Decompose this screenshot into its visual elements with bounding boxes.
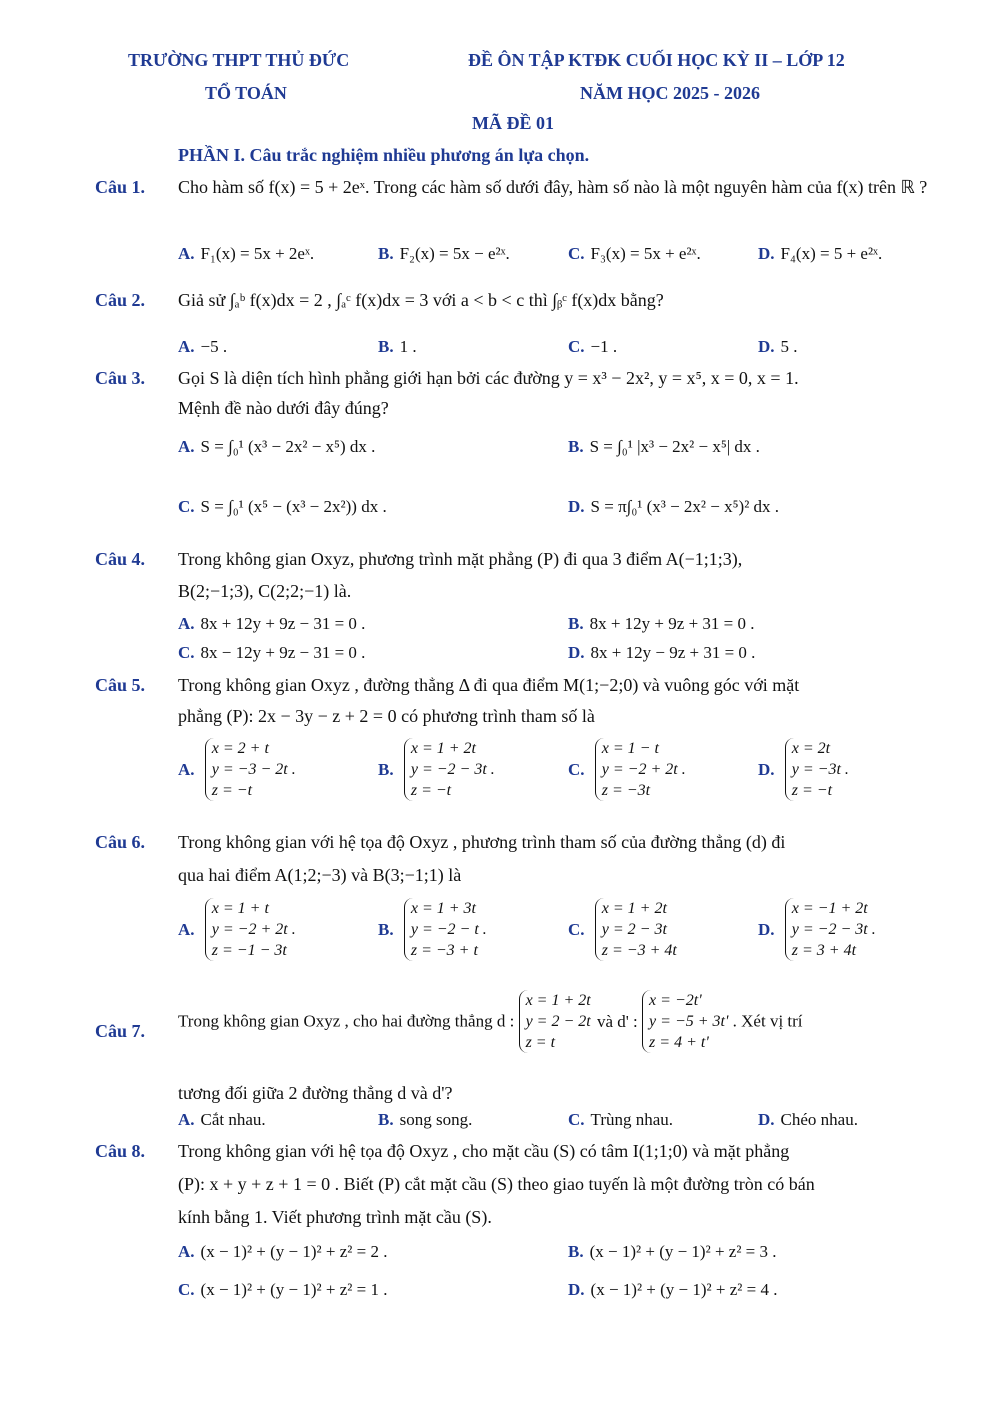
option-content: 8x + 12y + 9z − 31 = 0 . <box>200 614 366 633</box>
option-content: S = ∫₀¹ |x³ − 2x² − x⁵| dx . <box>589 437 760 456</box>
option-content: F₂(x) = 5x − e²ˣ. <box>399 244 510 263</box>
option-label: A. <box>178 614 195 633</box>
equation-line: z = −1 − 3t <box>211 942 287 959</box>
option-label: A. <box>178 1242 195 1261</box>
question-text: Gọi S là diện tích hình phẳng giới hạn bởi các đường y = x³ − 2x², y = x⁵, x = 0, x = 1. <box>178 368 799 388</box>
option-label: B. <box>568 437 584 456</box>
option-content: S = ∫₀¹ (x³ − 2x² − x⁵) dx . <box>200 437 376 456</box>
equation-line: z = −3t <box>601 782 651 799</box>
question-number: Câu 6. <box>95 832 146 852</box>
option-label: B. <box>378 919 394 939</box>
equation-line: x = 1 + t <box>211 900 269 917</box>
option-label: D. <box>758 244 775 263</box>
school-year: NĂM HỌC 2025 - 2026 <box>580 83 760 103</box>
option-content: −5 . <box>200 337 228 356</box>
option-a <box>178 244 314 264</box>
question-text: qua hai điểm A(1;2;−3) và B(3;−1;1) là <box>178 865 462 885</box>
option-label: D. <box>758 759 775 779</box>
option-label: D. <box>568 1280 585 1299</box>
equation-line: y = 2 − 3t <box>601 921 667 938</box>
equation-line: x = −1 + 2t <box>791 900 868 917</box>
option-c <box>568 898 677 961</box>
equation-line: x = 1 + 2t <box>410 740 476 757</box>
question-number: Câu 7. <box>95 1021 146 1041</box>
equation-system <box>595 898 677 961</box>
option-b <box>568 437 760 457</box>
option-a <box>178 437 375 457</box>
option-content: F₃(x) = 5x + e²ˣ. <box>590 244 701 263</box>
question-text: B(2;−1;3), C(2;2;−1) là. <box>178 581 352 601</box>
equation-line: x = −2t' <box>649 992 702 1009</box>
option-b <box>378 738 495 801</box>
option-b <box>568 1242 777 1262</box>
equation-line: z = −t <box>791 782 833 799</box>
question-text: tương đối giữa 2 đường thẳng d và d'? <box>178 1083 453 1103</box>
question-text: . Xét vị trí <box>732 1011 803 1031</box>
equation-line: y = −5 + 3t' <box>649 1013 729 1030</box>
equation-line: y = −2 + 2t . <box>211 921 296 938</box>
equation-line: z = 3 + 4t <box>791 942 857 959</box>
question-text: và d' : <box>596 1011 638 1031</box>
option-a <box>178 1242 387 1262</box>
equation-system <box>785 898 876 961</box>
equation-line: y = −3 − 2t . <box>211 761 296 778</box>
option-a <box>178 1110 266 1130</box>
option-content: Chéo nhau. <box>780 1110 858 1129</box>
option-content: song song. <box>399 1110 473 1129</box>
option-label: A. <box>178 1110 195 1129</box>
question-text-row <box>178 990 803 1053</box>
option-label: C. <box>178 1280 195 1299</box>
option-d <box>568 497 779 517</box>
option-b <box>378 337 417 357</box>
question-text: Trong không gian Oxyz, phương trình mặt phẳng (P) đi qua 3 điểm A(−1;1;3), <box>178 549 743 569</box>
option-a <box>178 738 296 801</box>
equation-line: x = 1 + 2t <box>525 992 591 1009</box>
option-b <box>378 898 487 961</box>
question-text: (P): x + y + z + 1 = 0 . Biết (P) cắt mặt cầu (S) theo giao tuyến là một đường tròn có bán <box>178 1174 815 1194</box>
equation-line: y = 2 − 2t <box>525 1013 591 1030</box>
equation-line: y = −2 − t . <box>410 921 487 938</box>
question-text: kính bằng 1. Viết phương trình mặt cầu (S). <box>178 1207 492 1227</box>
exam-code: MÃ ĐỀ 01 <box>472 113 554 133</box>
option-a <box>178 898 296 961</box>
option-content: (x − 1)² + (y − 1)² + z² = 3 . <box>589 1242 777 1261</box>
option-label: B. <box>378 337 394 356</box>
question-text: Trong không gian Oxyz , cho hai đường thẳng d : <box>178 1011 515 1031</box>
equation-line: z = −3 + t <box>410 942 478 959</box>
equation-line: z = −3 + 4t <box>601 942 677 959</box>
line-d-system <box>519 990 591 1053</box>
option-b <box>378 1110 472 1130</box>
option-c <box>568 738 686 801</box>
line-d2-system <box>642 990 728 1053</box>
option-d <box>568 643 755 663</box>
option-label: C. <box>568 759 585 779</box>
question-text: Mệnh đề nào dưới đây đúng? <box>178 398 389 418</box>
option-d <box>758 1110 858 1130</box>
equation-system <box>205 898 296 961</box>
option-label: A. <box>178 244 195 263</box>
option-content: 1 . <box>399 337 417 356</box>
option-b <box>378 244 510 264</box>
option-content: F₄(x) = 5 + e²ˣ. <box>780 244 883 263</box>
option-label: D. <box>568 497 585 516</box>
option-label: B. <box>378 1110 394 1129</box>
option-d <box>758 738 849 801</box>
equation-line: x = 1 + 3t <box>410 900 476 917</box>
option-label: B. <box>378 244 394 263</box>
option-content: F₁(x) = 5x + 2eˣ. <box>200 244 315 263</box>
option-d <box>568 1280 777 1300</box>
equation-line: x = 2 + t <box>211 740 269 757</box>
option-a <box>178 614 365 634</box>
question-text: phẳng (P): 2x − 3y − z + 2 = 0 có phương trình tham số là <box>178 706 595 726</box>
option-label: D. <box>758 1110 775 1129</box>
option-label: C. <box>568 919 585 939</box>
option-d <box>758 244 882 264</box>
option-c <box>178 643 365 663</box>
option-b <box>568 614 755 634</box>
question-text: Cho hàm số f(x) = 5 + 2eˣ. Trong các hàm số dưới đây, hàm số nào là một nguyên hàm của f(x) trên ℝ ? <box>178 177 928 197</box>
section-title: PHẦN I. Câu trắc nghiệm nhiều phương án lựa chọn. <box>178 145 590 165</box>
question-text: Trong không gian với hệ tọa độ Oxyz , phương trình tham số của đường thẳng (d) đi <box>178 832 786 852</box>
equation-line: x = 2t <box>791 740 831 757</box>
option-label: B. <box>378 759 394 779</box>
question-text: Trong không gian với hệ tọa độ Oxyz , cho mặt cầu (S) có tâm I(1;1;0) và mặt phẳng <box>178 1141 790 1161</box>
question-number: Câu 1. <box>95 177 146 197</box>
question-text: Trong không gian Oxyz , đường thẳng Δ đi qua điểm M(1;−2;0) và vuông góc với mặt <box>178 675 800 695</box>
equation-line: y = −2 + 2t . <box>601 761 686 778</box>
option-label: A. <box>178 919 195 939</box>
option-label: C. <box>568 337 585 356</box>
option-c <box>568 337 617 357</box>
option-d <box>758 898 876 961</box>
question-number: Câu 2. <box>95 290 146 310</box>
option-c <box>178 497 387 517</box>
equation-system <box>205 738 296 801</box>
option-content: Cắt nhau. <box>200 1110 266 1129</box>
option-label: D. <box>758 337 775 356</box>
option-content: (x − 1)² + (y − 1)² + z² = 1 . <box>200 1280 388 1299</box>
question-text: Giả sử ∫ₐᵇ f(x)dx = 2 , ∫ₐᶜ f(x)dx = 3 với a < b < c thì ∫ᵦᶜ f(x)dx bằng? <box>178 290 664 310</box>
option-label: B. <box>568 1242 584 1261</box>
option-c <box>178 1280 387 1300</box>
option-content: 5 . <box>780 337 798 356</box>
equation-system <box>404 898 487 961</box>
option-d <box>758 337 798 357</box>
question-number: Câu 8. <box>95 1141 146 1161</box>
option-c <box>568 244 701 264</box>
question-number: Câu 5. <box>95 675 146 695</box>
equation-system <box>595 738 686 801</box>
equation-line: x = 1 − t <box>601 740 659 757</box>
option-label: D. <box>758 919 775 939</box>
equation-line: z = −t <box>211 782 253 799</box>
equation-line: x = 1 + 2t <box>601 900 667 917</box>
option-label: A. <box>178 759 195 779</box>
equation-line: z = −t <box>410 782 452 799</box>
option-label: C. <box>568 244 585 263</box>
option-content: (x − 1)² + (y − 1)² + z² = 4 . <box>590 1280 778 1299</box>
equation-system <box>404 738 495 801</box>
equation-line: y = −2 − 3t . <box>791 921 876 938</box>
option-content: 8x + 12y − 9z + 31 = 0 . <box>590 643 756 662</box>
option-c <box>568 1110 673 1130</box>
question-number: Câu 3. <box>95 368 146 388</box>
option-content: 8x − 12y + 9z − 31 = 0 . <box>200 643 366 662</box>
option-content: 8x + 12y + 9z + 31 = 0 . <box>589 614 755 633</box>
option-label: D. <box>568 643 585 662</box>
question-number: Câu 4. <box>95 549 146 569</box>
option-label: A. <box>178 437 195 456</box>
option-content: Trùng nhau. <box>590 1110 674 1129</box>
equation-line: y = −3t . <box>791 761 849 778</box>
option-a <box>178 337 227 357</box>
school-name: TRƯỜNG THPT THỦ ĐỨC <box>128 50 350 70</box>
option-label: C. <box>178 643 195 662</box>
equation-system <box>785 738 849 801</box>
equation-line: y = −2 − 3t . <box>410 761 495 778</box>
option-content: S = π∫₀¹ (x³ − 2x² − x⁵)² dx . <box>590 497 780 516</box>
option-label: B. <box>568 614 584 633</box>
equation-line: z = 4 + t' <box>649 1034 709 1051</box>
option-label: C. <box>178 497 195 516</box>
option-content: (x − 1)² + (y − 1)² + z² = 2 . <box>200 1242 388 1261</box>
equation-line: z = t <box>525 1034 556 1051</box>
option-content: S = ∫₀¹ (x⁵ − (x³ − 2x²)) dx . <box>200 497 387 516</box>
department-name: TỔ TOÁN <box>205 83 287 103</box>
option-label: C. <box>568 1110 585 1129</box>
option-label: A. <box>178 337 195 356</box>
exam-title: ĐỀ ÔN TẬP KTĐK CUỐI HỌC KỲ II – LỚP 12 <box>468 50 845 70</box>
option-content: −1 . <box>590 337 618 356</box>
